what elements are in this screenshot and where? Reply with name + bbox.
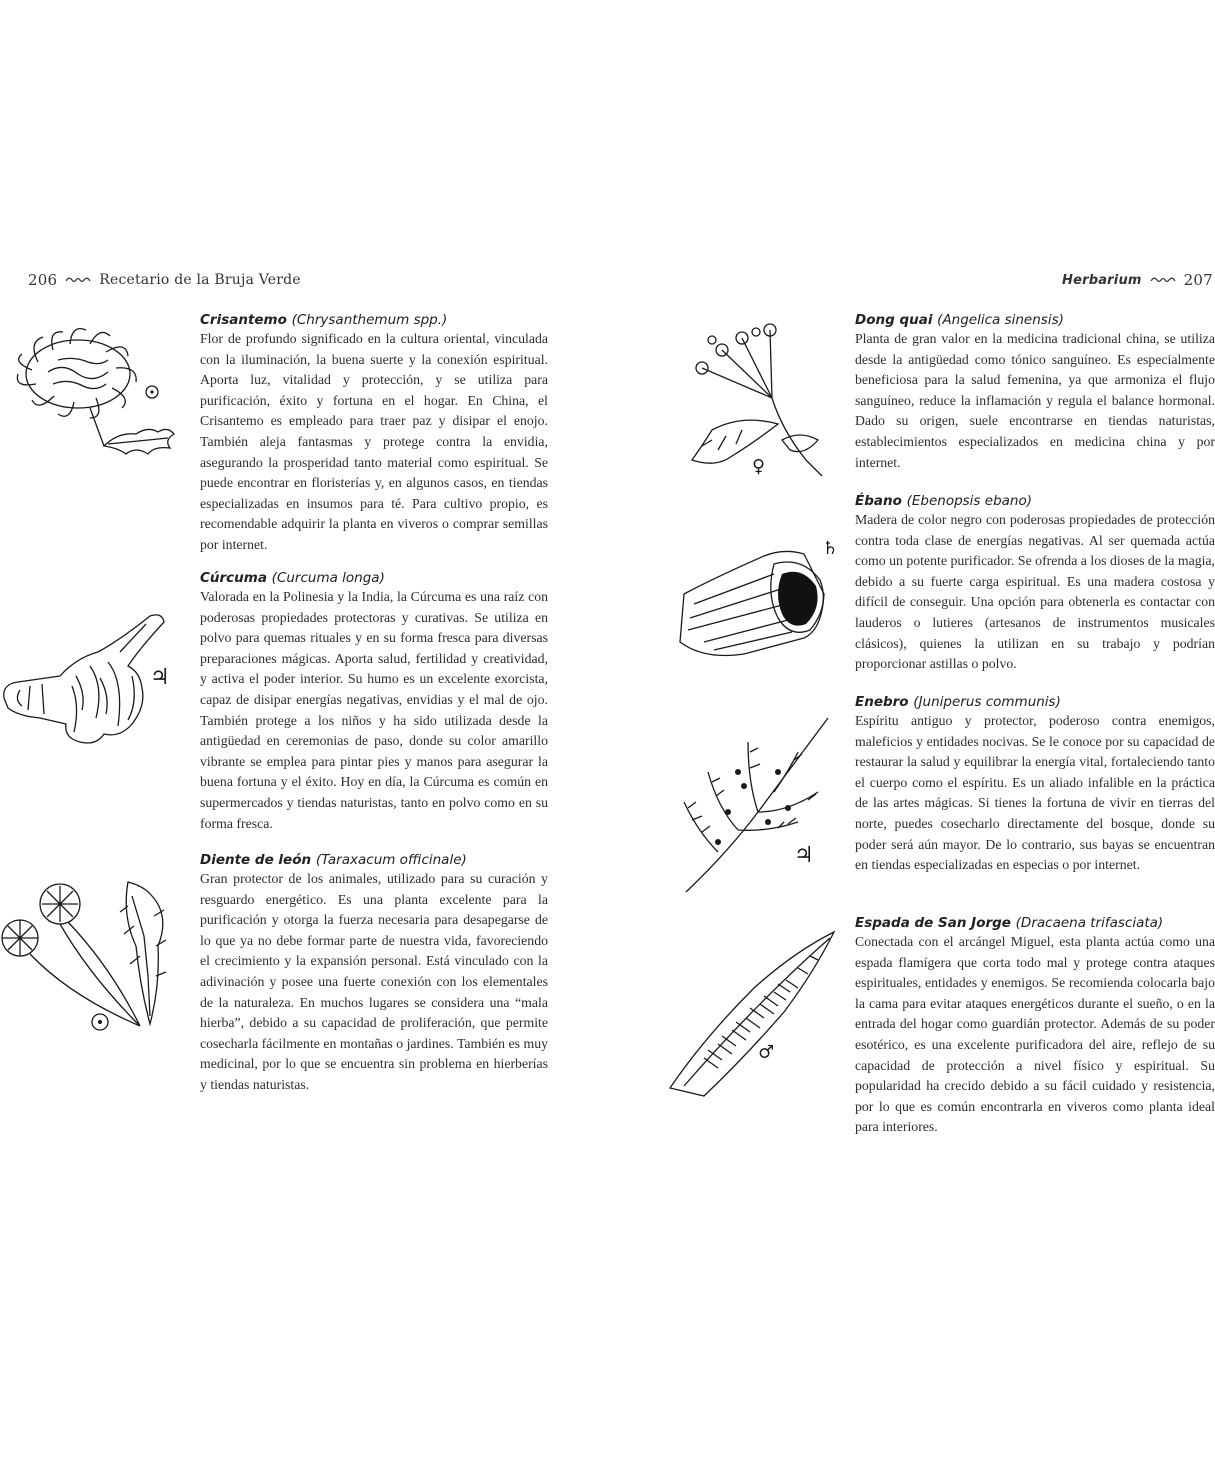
- entry-crisantemo: [200, 312, 548, 556]
- entry-scientific-name: (Dracaena trifasciata): [1015, 915, 1164, 931]
- left-page: [0, 0, 600, 1473]
- entry-curcuma: [200, 570, 548, 834]
- entry-scientific-name: (Juniperus communis): [913, 694, 1061, 710]
- entry-espada-de-san-jorge: [855, 915, 1215, 1138]
- svg-text:♄: ♄: [822, 538, 839, 559]
- entry-enebro: [855, 694, 1215, 876]
- entry-text: Espíritu antiguo y protector, poderoso contra enemigos, maleficios y entidades nocivas. Se le conoce por su capacidad de restaurar la salud y equilibrar la energía vital, fortaleciendo tanto el cuerpo como el espíritu. Es un aliado infalible en la práctica de las artes mágicas. Si tienes la fortuna de vivir en tierras del norte, puedes cosecharlo directamente del bosque, donde su poder será aún mayor. De lo contrario, sus bayas se encuentran en tiendas especializadas en especias o por internet.: [855, 713, 1215, 873]
- page-number: 207: [1183, 271, 1213, 289]
- entry-name: Espada de San Jorge: [855, 915, 1011, 931]
- entry-scientific-name: (Taraxacum officinale): [315, 852, 467, 868]
- entry-heading: [855, 312, 1215, 328]
- entry-scientific-name: (Ebenopsis ebano): [906, 493, 1032, 509]
- svg-text:♃: ♃: [150, 665, 170, 690]
- entry-name: Enebro: [855, 694, 909, 710]
- angelica-illustration: [682, 320, 832, 480]
- juniper-illustration: [678, 712, 838, 902]
- section-title: Herbarium: [1062, 272, 1142, 288]
- entry-name: Cúrcuma: [200, 570, 267, 586]
- entry-text: Valorada en la Polinesia y la India, la Cúrcuma es una raíz con poderosas propiedades protectoras y curativas. Se utiliza en polvo para quemas rituales y en su forma fresca para diversas preparaciones mágicas. Aporta salud, fertilidad y creatividad, y activa el poder interior. Su humo es un excelente exorcista, capaz de disipar energías negativas, envidias y el mal de ojo. También protege a los niños y ha sido utilizada desde la antigüedad en ceremonias de paso, donde su color amarillo vibrante se emplea para pintar pies y manos para asegurar la buena fortuna y el éxito. Hoy en día, la Cúrcuma es común en supermercados y tiendas naturistas, tanto en polvo como en su forma fresca.: [200, 589, 548, 831]
- right-running-head: [1062, 271, 1213, 289]
- entry-scientific-name: (Chrysanthemum spp.): [291, 312, 448, 328]
- entry-scientific-name: (Curcuma longa): [271, 570, 385, 586]
- page-number: 206: [28, 271, 58, 289]
- entry-text: Gran protector de los animales, utilizado para su curación y resguardo energético. Es una planta excelente para la purificación y otorga la fuerza necesaria para desapegarse de lo que ya no debe formar parte de nuestra vida, favoreciendo el crecimiento y la expansión personal. Está vinculado con la adivinación y posee una fuerte conexión con los elementales de la naturaleza. En muchos lugares se considera una “mala hierba”, debido a su capacidad de proliferación, que permite cosecharla fácilmente en montañas o jardines. También es muy medicinal, por lo que se encuentra sin problema en hierberías y tiendas naturistas.: [200, 871, 548, 1092]
- entry-name: Crisantemo: [200, 312, 287, 328]
- left-running-head: [28, 271, 301, 289]
- entry-heading: [855, 694, 1215, 710]
- entry-ebano: [855, 493, 1215, 675]
- entry-text: Conectada con el arcángel Miguel, esta planta actúa como una espada flamígera que corta todo mal y protege contra ataques espirituales, entidades y enemigos. Se recomienda colocarla bajo la cama para evitar ataques energéticos durante el sueño, o en la entrada del hogar como guardián protector. Además de su poder esotérico, es una excelente purificadora del aire, reflejo de su capacidad de protección a nivel físico y espiritual. Su popularidad ha crecido debido a su fácil cuidado y resistencia, por lo que es común encontrarla en viveros como planta ideal para interiores.: [855, 934, 1215, 1135]
- entry-dong-quai: [855, 312, 1215, 473]
- ornament-icon: [65, 275, 91, 285]
- entry-heading: [200, 852, 548, 868]
- ebony-wood-illustration: [674, 534, 844, 664]
- entry-name: Diente de león: [200, 852, 312, 868]
- chrysanthemum-illustration: [8, 322, 188, 462]
- entry-text: Flor de profundo significado en la cultura oriental, vinculada con la iluminación, la buena suerte y la conexión espiritual. Aporta luz, vitalidad y protección, y se utiliza para purificación, éxito y fortuna en el hogar. En China, el Crisantemo es empleado para traer paz y disipar el enojo. También aleja fantasmas y protege contra la envidia, asegurando la prosperidad tanto material como espiritual. Se puede encontrar en floristerías y, en algunos casos, en tiendas especializadas en insumos para té. Para cultivo propio, es recomendable adquirir la planta en viveros o comprar semillas por internet.: [200, 331, 548, 552]
- ornament-icon: [1150, 275, 1176, 285]
- entry-text: Madera de color negro con poderosas propiedades de protección contra toda clase de energías negativas. Al ser quemada actúa como un potente purificador. Se ofrenda a los dioses de la magia, debido a su fuerte carga espiritual. Es una madera costosa y difícil de conseguir. Una opción para obtenerla es contactar con lauderos o lutieres (artesanos de instrumentos musicales clásicos), quienes la utilizan en su trabajo y podrían proporcionar astillas o polvo.: [855, 512, 1215, 672]
- entry-heading: [855, 915, 1215, 931]
- entry-name: Ébano: [855, 493, 902, 509]
- svg-text:♂: ♂: [758, 1042, 775, 1063]
- snake-plant-illustration: [664, 928, 844, 1098]
- entry-heading: [200, 312, 548, 328]
- entry-heading: [855, 493, 1215, 509]
- entry-scientific-name: (Angelica sinensis): [937, 312, 1064, 328]
- turmeric-illustration: [0, 606, 185, 756]
- svg-text:♀: ♀: [752, 456, 766, 477]
- dandelion-illustration: [0, 876, 190, 1046]
- entry-diente-de-leon: [200, 852, 548, 1096]
- entry-name: Dong quai: [855, 312, 933, 328]
- svg-text:♃: ♃: [794, 843, 814, 868]
- right-page: [600, 0, 1215, 1473]
- entry-heading: [200, 570, 548, 586]
- book-title: Recetario de la Bruja Verde: [99, 272, 301, 288]
- entry-text: Planta de gran valor en la medicina tradicional china, se utiliza desde la antigüedad como tónico sanguíneo. Es especialmente beneficiosa para la salud femenina, ya que armoniza el flujo sanguíneo, reduce la inflamación y regula el balance hormonal. Dado su origen, suele encontrarse en tiendas naturistas, establecimientos especializados en medicina china y por internet.: [855, 331, 1215, 470]
